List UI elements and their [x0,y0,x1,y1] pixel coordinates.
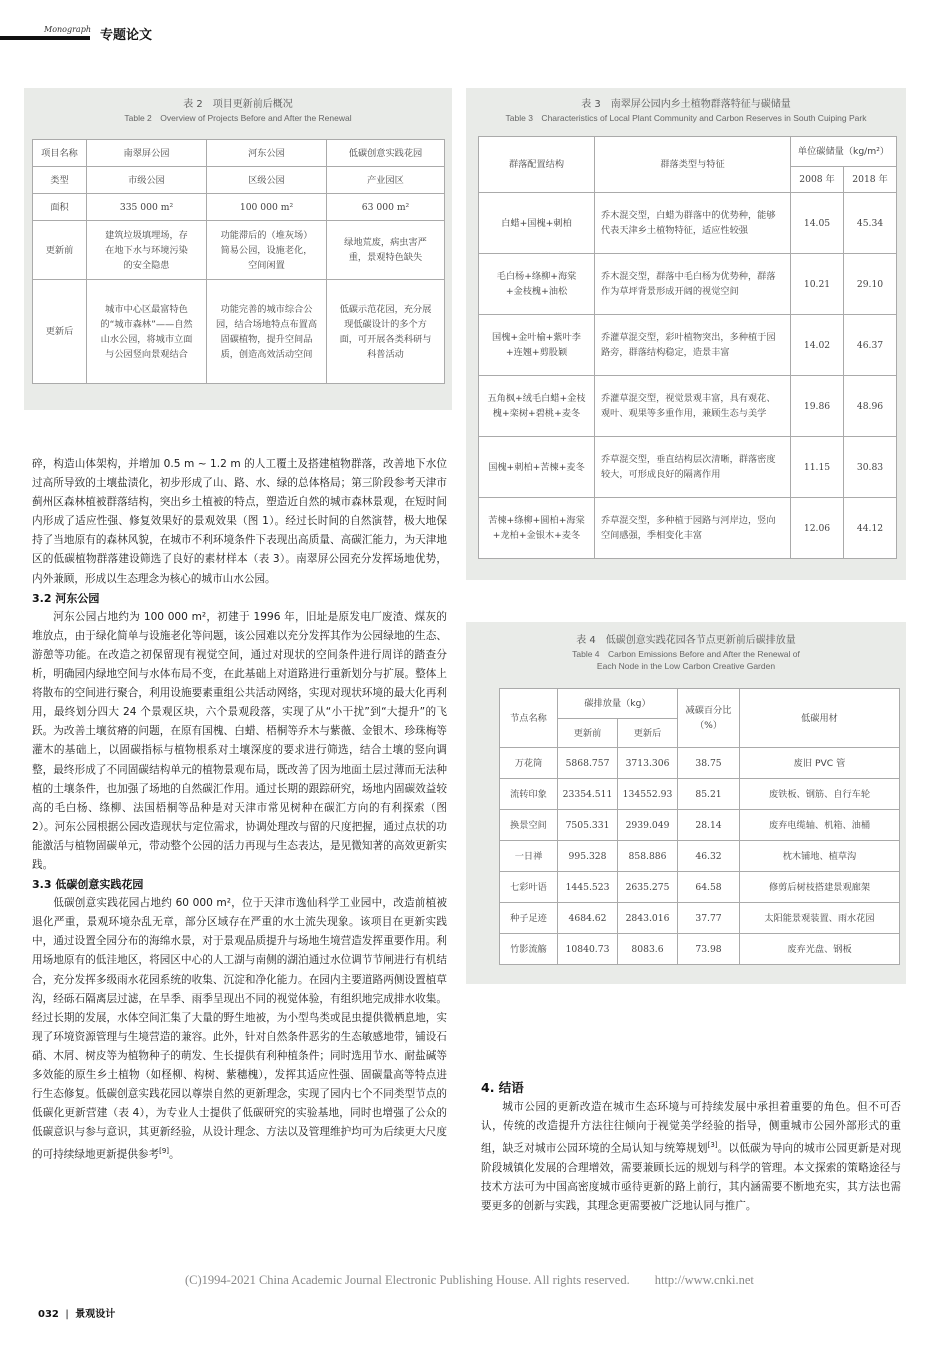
table-cell: 废旧 PVC 管 [740,748,900,779]
table-cell: 废弃电缆轴、机箱、油桶 [740,810,900,841]
table-cell: 134552.93 [618,779,678,810]
table2-caption-en: Table 2 Overview of Projects Before and After the Renewal [124,113,352,123]
table-cell: 类型 [33,167,87,194]
table2 [32,139,445,384]
table-cell: 白蜡+国槐+刺柏 [479,193,595,254]
table-cell: 29.10 [844,254,897,315]
table-cell: 竹影流觞 [500,934,558,965]
body-paragraph: 河东公园占地约为 100 000 m²，初建于 1996 年，旧址是原发电厂废渣、煤灰的堆放点，由于绿化简单与设施老化等问题，该公园难以充分发挥其作为公园绿地的生态、游憩等功能。在改造之初保留现有视觉空间，通过对现状的空间条件进行周详的踏查分析，明确园内绿地空间与水体布局不变，在此基础上对道路进行重新划分与扩展。整体上将散布的空间进行聚合，利用设施要素重组公共活动网络，实现对现状环境的最大化再利用，最终划分四大 24 个景观区块，六个景观段落，实现了从“小干扰”到“大提升”的飞跃。为改善土壤贫瘠的问题，在原有国槐、白蜡、梧桐等乔木与紫薇、金银木、珍珠梅等灌木的基础上，以固碳指标与植物根系对土壤深度的要求进行筛选，结合土壤的竖向调整，最终形成了不同固碳结构单元的植物景观布局，既改善了因为地面土层过薄而无法种植的土壤条件，也加强了场地的自然碳汇作用。通过长期的跟踪研究，场地内固碳效益较高的毛白杨、绦柳、法国梧桐等品种是对天津市常见树种在碳汇方向的有利探索（图 2）。河东公园根据公园改造现状与定位需求，协调处理改与留的尺度把握，通过点状的功能激活与植物固碳单元，带动整个公园的活力再现与生态表达，是见微知著的高效更新实践。 [32,610,447,871]
table-cell: 面积 [33,194,87,221]
table-row [479,193,897,254]
table-row [500,689,900,719]
table-cell: 28.14 [678,810,740,841]
table-row [479,376,897,437]
table-header-cell: 单位碳储量（kg/m²） [791,137,897,167]
table-cell: 48.96 [844,376,897,437]
table4-caption-en-2: Each Node in the Low Carbon Creative Garden [596,661,776,671]
table2-box [24,88,452,410]
journal-name: 景观设计 [75,1309,116,1320]
table-header-cell: 低碳创意实践花园 [327,140,445,167]
table-cell: 5868.757 [558,748,618,779]
table-header-cell: 群落类型与特征 [595,137,791,193]
table3-caption-cn: 表 3 南翠屏公园内乡土植物群落特征与碳储量 [581,99,791,110]
table-row [33,280,445,384]
table-cell: 城市中心区最富特色的“城市森林”——自然山水公园，将城市立面与公园竖向景观结合 [87,280,207,384]
table-cell: 2635.275 [618,872,678,903]
table-cell: 37.77 [678,903,740,934]
section-heading-4: 4. 结语 [481,1080,524,1095]
table4-box [466,622,906,984]
table-cell: 乔草混交型，多种植于园路与河岸边，竖向空间感强，季相变化丰富 [595,498,791,559]
table-cell: 产业园区 [327,167,445,194]
table-row [479,137,897,167]
header-bar [0,36,90,40]
table-header-cell: 南翠屏公园 [87,140,207,167]
table-header-cell: 碳排放量（kg） [558,689,678,719]
table-header-cell: 2008 年 [791,167,844,193]
table-cell: 万花筒 [500,748,558,779]
table-cell: 858.886 [618,841,678,872]
reference-marker[interactable]: [3] [707,1141,718,1150]
table-cell: 38.75 [678,748,740,779]
table-row [500,810,900,841]
table-cell: 绿地荒废，病虫害严重，景观特色缺失 [327,221,445,280]
page-footer [38,1305,115,1320]
paragraph-text: 低碳创意实践花园占地约 60 000 m²，位于天津市逸仙科学工业园中，改造前植被退化严重，景观环境杂乱无章，部分区域存在严重的水土流失现象。该项目在更新实践中，通过设置全园分布的海绵水景，对于景观品质提升与场地生境营造发挥重要作用。利用场地原有的低洼地区，将园区中心的人工湖与南侧的湖泊通过水位调节节闸进行有机结合，充分发挥多级雨水花园系统的收集、沉淀和净化能力。在园内主要道路两侧设置植草沟，经砾石隔离层过滤，在旱季、雨季呈现出不同的视觉体验，有组织地完成排水收集。经过长期的发展，水体空间汇集了大量的野生地被，为小型鸟类或昆虫提供微栖息地，实现了环境资源管理与生境营造的兼容。此外，针对自然条件恶劣的生态敏感地带，铺设石硝、木屑、树皮等为植物种子的萌发、生长提供有利种植条件；同时选用节水、耐盐碱等多效能的原生乡土植物（如柽柳、构树、紫穗槐），发挥其适应性强、固碳量高等特点进行生态修复。低碳创意实践花园以尊崇自然的更新理念，实现了园内七个不同类型节点的低碳化更新营建（表 4），为专业人士提供了低碳研究的实验基地，同时也增强了公众的低碳意识与参与意识，其更新经验，从设计理念、方法以及管理维护均可为后续更大尺度的可持续绿地更新提供参考 [32,897,447,1161]
table-cell: 乔灌草混交型，视觉景观丰富，具有观花、观叶、观果等多重作用，兼顾生态与美学 [595,376,791,437]
table-cell: 11.15 [791,437,844,498]
table-row [479,254,897,315]
table-header-cell: 低碳用材 [740,689,900,748]
table-cell: 太阳能景观装置、雨水花园 [740,903,900,934]
table-row [33,167,445,194]
table-cell: 4684.62 [558,903,618,934]
table-row [500,748,900,779]
left-column-text [32,455,447,1165]
table-cell: 七彩叶语 [500,872,558,903]
table-cell: 30.83 [844,437,897,498]
table-cell: 低碳示范花园，充分展现低碳设计的多个方面，可开展各类科研与科普活动 [327,280,445,384]
table-cell: 一日禅 [500,841,558,872]
table-cell: 种子足迹 [500,903,558,934]
table-header-cell: 更新前 [558,719,618,748]
table-cell: 建筑垃圾填埋场，存在地下水与环境污染的安全隐患 [87,221,207,280]
table-row [500,903,900,934]
table-row [479,315,897,376]
table-cell: 修剪后树枝搭建景观廊架 [740,872,900,903]
table-cell: 1445.523 [558,872,618,903]
table-cell: 乔木混交型，白蜡为群落中的优势种，能够代表天津乡土植物特征，适应性较强 [595,193,791,254]
table-cell: 46.32 [678,841,740,872]
table-cell: 46.37 [844,315,897,376]
table-cell: 2939.049 [618,810,678,841]
table4 [499,688,900,965]
table-cell: 45.34 [844,193,897,254]
page-separator: | [65,1309,69,1320]
table-header-cell: 减碳百分比（%） [678,689,740,748]
paragraph-text: 城市公园的更新改造在城市生态环境与可持续发展中承担着重要的角色。但不可否认，传统的改造提升方法往往倾向于视觉美学经验的指导，侧重城市公园外部形式的重组，缺乏对城市公园环境的全局认知与统筹规划 [481,1101,901,1155]
table-cell: 10840.73 [558,934,618,965]
table-cell: 区级公园 [207,167,327,194]
table-cell: 14.05 [791,193,844,254]
table-header-cell: 河东公园 [207,140,327,167]
table-cell: 乔木混交型，群落中毛白杨为优势种，群落作为草坪背景形成开阔的视觉空间 [595,254,791,315]
table-cell: 19.86 [791,376,844,437]
table-cell: 335 000 m² [87,194,207,221]
table-header-cell: 节点名称 [500,689,558,748]
table3-box [466,88,906,580]
table-cell: 换景空间 [500,810,558,841]
paragraph-text: 。以低碳为导向的城市公园更新是对现阶段城镇化发展的合理增效，需要兼顾长远的规划与科学的管理。本文探索的策略途径与技术方法可为中国高密度城市亟待更新的路上前行，其内涵需要不断地充实，其方法也需要更多的创新与实践，其理念更需要被广泛地认同与推广。 [481,1142,902,1212]
table-cell: 功能完善的城市综合公园，结合场地特点布置高固碳植物，提升空间品质，创造高效活动空间 [207,280,327,384]
table-header-cell: 项目名称 [33,140,87,167]
table-row [500,872,900,903]
table-cell: 功能滞后的（堆灰场）简易公园，设施老化，空间闲置 [207,221,327,280]
table-cell: 毛白杨+绦柳+海棠+金枝槐+油松 [479,254,595,315]
table-row [500,841,900,872]
table3 [478,136,897,559]
table-cell: 更新前 [33,221,87,280]
table-cell: 8083.6 [618,934,678,965]
header-title: 专题论文 [100,28,153,43]
table-cell: 63 000 m² [327,194,445,221]
reference-marker[interactable]: [9] [159,1147,170,1156]
table-row [500,934,900,965]
table-cell: 枕木铺地、植草沟 [740,841,900,872]
table-row [479,498,897,559]
table-cell: 苦楝+绦柳+圆柏+海棠+龙柏+金银木+麦冬 [479,498,595,559]
table-row [33,221,445,280]
conclusion-text [481,1078,901,1216]
table3-caption-en: Table 3 Characteristics of Local Plant Community and Carbon Reserves in South Cuiping Park [505,113,867,123]
table-cell: 市级公园 [87,167,207,194]
table-cell: 五角枫+绒毛白蜡+金枝槐+栾树+碧桃+麦冬 [479,376,595,437]
table-cell: 国槐+金叶榆+紫叶李+连翘+剪股颖 [479,315,595,376]
table-cell: 85.21 [678,779,740,810]
copyright-footer: (C)1994-2021 China Academic Journal Electronic Publishing House. All rights reserved. http://www.cnki.net [185,1273,754,1287]
table-header-cell: 2018 年 [844,167,897,193]
table-cell: 国槐+刺柏+苦楝+麦冬 [479,437,595,498]
body-paragraph [481,1098,901,1216]
table-cell: 3713.306 [618,748,678,779]
table2-caption-cn: 表 2 项目更新前后概况 [183,99,293,110]
table-cell: 废铁板、钢筋、自行车轮 [740,779,900,810]
table-row [479,437,897,498]
body-paragraph: 碎，构造山体架构，并增加 0.5 m ~ 1.2 m 的人工覆土及搭建植物群落，改善地下水位过高所导致的土壤盐渍化，初步形成了山、路、水、绿的总体格局；第三阶段参考天津市蓟州区森林植被群落结构，突出乡土植被的特点，塑造近自然的城市森林景观，在短时间内形成了适应性强、修复效果好的景观效果（图 1）。经过长时间的自然演替，极大地保持了当地原有的森林风貌，在城市不利环境条件下表现出高质量、高碳汇能力，为天津地区的低碳植物群落建设筛选了良好的素材样本（表 3）。南翠屏公园充分发挥场地优势，内外兼顾，形成以生态理念为核心的城市山水公园。 [32,458,447,585]
table-row [33,194,445,221]
table-cell: 44.12 [844,498,897,559]
section-heading-3-2: 3.2 河东公园 [32,591,100,605]
table-cell: 995.328 [558,841,618,872]
table-cell: 73.98 [678,934,740,965]
table-cell: 100 000 m² [207,194,327,221]
table-cell: 23354.511 [558,779,618,810]
table-cell: 流转印象 [500,779,558,810]
table-cell: 12.06 [791,498,844,559]
table-cell: 乔灌草混交型，彩叶植物突出，多种植于园路旁，群落结构稳定，造景丰富 [595,315,791,376]
section-heading-3-3: 3.3 低碳创意实践花园 [32,878,144,892]
table-header-cell: 更新后 [618,719,678,748]
table-cell: 10.21 [791,254,844,315]
table4-caption-en-1: Table 4 Carbon Emissions Before and After the Renewal of [572,649,800,659]
table-row [500,779,900,810]
table-cell: 乔草混交型，垂直结构层次清晰，群落密度较大，可形成良好的隔离作用 [595,437,791,498]
table-cell: 14.02 [791,315,844,376]
table-cell: 7505.331 [558,810,618,841]
page-number: 032 [38,1309,59,1320]
table-cell: 更新后 [33,280,87,384]
table-cell: 2843.016 [618,903,678,934]
table-header-cell: 群落配置结构 [479,137,595,193]
table4-caption-cn: 表 4 低碳创意实践花园各节点更新前后碳排放量 [576,635,796,646]
table-cell: 64.58 [678,872,740,903]
table-row [33,140,445,167]
table-cell: 废弃光盘、钢板 [740,934,900,965]
body-paragraph: 低碳创意实践花园占地约 60 000 m²，位于天津市逸仙科学工业园中，改造前植被退化严重，景观环境杂乱无章，部分区域存在严重的水土流失现象。该项目在更新实践中，通过设置全园分布的海绵水景，对于景观品质提升与场地生境营造发挥重要作用。利用场地原有的低洼地区，将园区中心的人工湖与南侧的湖泊通过水位调节节闸进行有机结合，充分发挥多级雨水花园系统的收集、沉淀和净化能力。在园内主要道路两侧设置植草沟，经砾石隔离层过滤，在旱季、雨季呈现出不同的视觉体验，有组织地完成排水收集。经过长期的发展，水体空间汇集了大量的野生地被，为小型鸟类或昆虫提供微栖息地，实现了环境资源管理与生境营造的兼容。此外，针对自然条件恶劣的生态敏感地带，铺设石硝、木屑、树皮等为植物种子的萌发、生长提供有利种植条件；同时选用节水、耐盐碱等多效能的原生乡土植物（如柽柳、构树、紫穗槐），发挥其适应性强、固碳量高等特点进行生态修复。低碳创意实践花园以尊崇自然的更新理念，实现了园内七个不同类型节点的低碳化更新营建（表 4），为专业人士提供了低碳研究的实验基地，同时也增强了公众的低碳意识与参与意识，其更新经验，从设计理念、方法以及管理维护均可为后续更大尺度的可持续绿地更新提供参考[9]。 [32,897,447,1161]
header-en: Monograph [44,25,91,34]
